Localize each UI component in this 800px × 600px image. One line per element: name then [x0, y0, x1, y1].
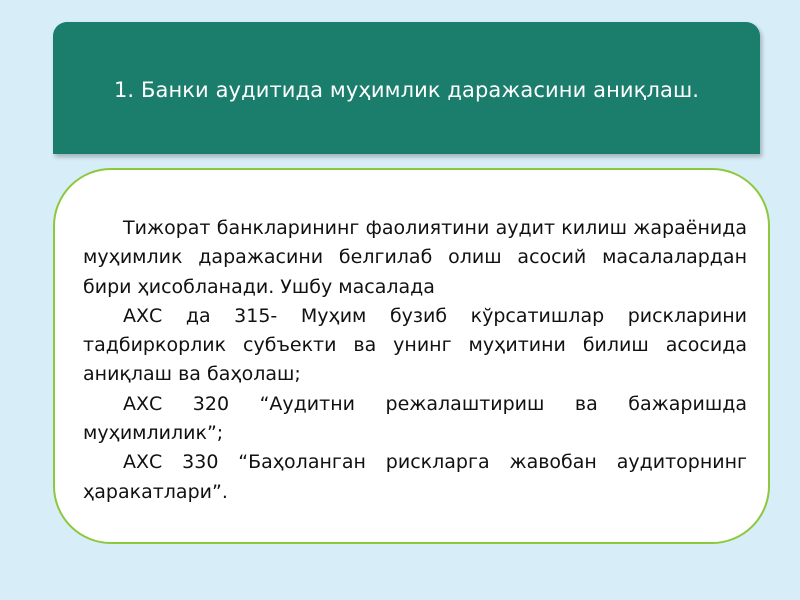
content-panel	[53, 168, 770, 544]
paragraph-standard-330: АХС 330 “Баҳоланган рискларга жавобан аудиторнинг ҳаракатлари”.	[83, 451, 747, 503]
paragraph-standard-315: АХС да 315- Муҳим бузиб кўрсатишлар рискларини тадбиркорлик субъекти ва унинг муҳитини билиш асосида аниқлаш ва баҳолаш;	[83, 304, 747, 386]
slide-title: 1. Банки аудитида муҳимлик даражасини аниқлаш.	[113, 78, 700, 102]
paragraph-intro: Тижорат банкларининг фаолиятини аудит килиш жараёнида муҳимлик даражасини белгилаб олиш асосий масалалардан бири ҳисобланади. Ушбу масалада	[83, 217, 747, 298]
paragraph-standard-320: АХС 320 “Аудитни режалаштириш ва бажаришда муҳимлилик”;	[83, 392, 747, 445]
title-banner	[53, 22, 760, 154]
content-text	[83, 214, 747, 507]
